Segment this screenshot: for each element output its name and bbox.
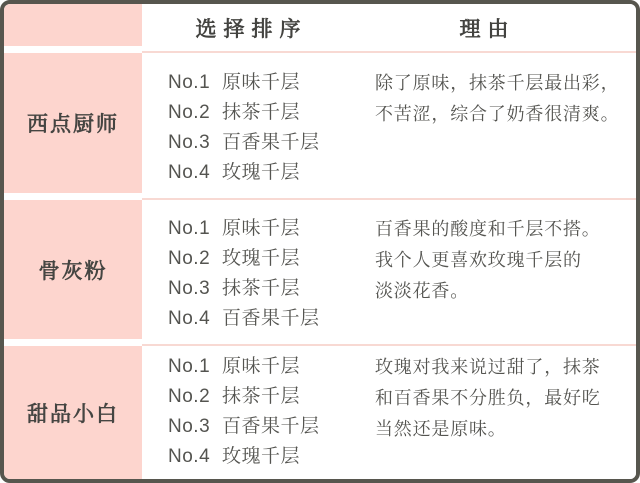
header-reason-column: [332, 4, 636, 53]
rank-number: No.2: [168, 248, 211, 269]
rank-flavor: 抹茶千层: [222, 102, 301, 123]
rank-flavor: 百香果千层: [222, 308, 320, 329]
rank-number: No.1: [168, 356, 211, 377]
rank-number: No.4: [168, 308, 211, 329]
rank-number: No.1: [168, 218, 211, 239]
row-label: 骨灰粉: [38, 259, 108, 283]
header-label-cell: [4, 4, 142, 53]
rank-item: [168, 68, 332, 98]
reason-line: 和百香果不分胜负，最好吃: [375, 388, 601, 408]
rank-flavor: 玫瑰千层: [222, 162, 301, 183]
reason-block: [332, 346, 636, 479]
row-label: 甜品小白: [27, 402, 119, 426]
rank-flavor: 原味千层: [222, 72, 301, 93]
reason-block: [332, 53, 636, 200]
header-rank-column: [142, 4, 332, 53]
rank-number: No.3: [168, 416, 211, 437]
row-label-cell: [4, 346, 142, 479]
rank-flavor: 原味千层: [222, 218, 301, 239]
rank-item: [168, 382, 332, 412]
header-reason-label: 理由: [459, 17, 516, 41]
rank-flavor: 原味千层: [222, 356, 301, 377]
rank-item: [168, 412, 332, 442]
rank-item: [168, 98, 332, 128]
rank-item: [168, 158, 332, 188]
rank-number: No.3: [168, 278, 211, 299]
reason-line: 当然还是原味。: [375, 419, 507, 439]
rank-item: [168, 128, 332, 158]
row-label-cell: [4, 53, 142, 200]
rank-item: [168, 352, 332, 382]
rank-flavor: 玫瑰千层: [222, 446, 301, 467]
rank-flavor: 抹茶千层: [222, 386, 301, 407]
reason-line: 百香果的酸度和千层不搭。: [375, 219, 601, 239]
reason-line: 玫瑰对我来说过甜了，抹茶: [375, 357, 601, 377]
rank-item: [168, 244, 332, 274]
rank-flavor: 百香果千层: [222, 132, 320, 153]
reason-line: 不苦涩，综合了奶香很清爽。: [375, 104, 620, 124]
rank-item: [168, 214, 332, 244]
rank-number: No.3: [168, 132, 211, 153]
rank-item: [168, 274, 332, 304]
rank-number: No.2: [168, 386, 211, 407]
reason-line: 我个人更喜欢玫瑰千层的: [375, 250, 582, 270]
rank-item: [168, 442, 332, 472]
rank-number: No.4: [168, 446, 211, 467]
rank-number: No.1: [168, 72, 211, 93]
header-rank-label: 选择排序: [195, 17, 308, 41]
rank-flavor: 百香果千层: [222, 416, 320, 437]
rank-flavor: 抹茶千层: [222, 278, 301, 299]
rank-list: [142, 53, 332, 200]
reason-line: 淡淡花香。: [375, 281, 469, 301]
reason-line: 除了原味，抹茶千层最出彩，: [375, 73, 620, 93]
rank-item: [168, 304, 332, 334]
row-label: 西点厨师: [27, 113, 119, 136]
rank-number: No.2: [168, 102, 211, 123]
rank-list: [142, 346, 332, 479]
row-label-cell: [4, 200, 142, 346]
table-grid: [4, 4, 636, 479]
rank-list: [142, 200, 332, 346]
rank-flavor: 玫瑰千层: [222, 248, 301, 269]
reason-block: [332, 200, 636, 346]
rank-number: No.4: [168, 162, 211, 183]
